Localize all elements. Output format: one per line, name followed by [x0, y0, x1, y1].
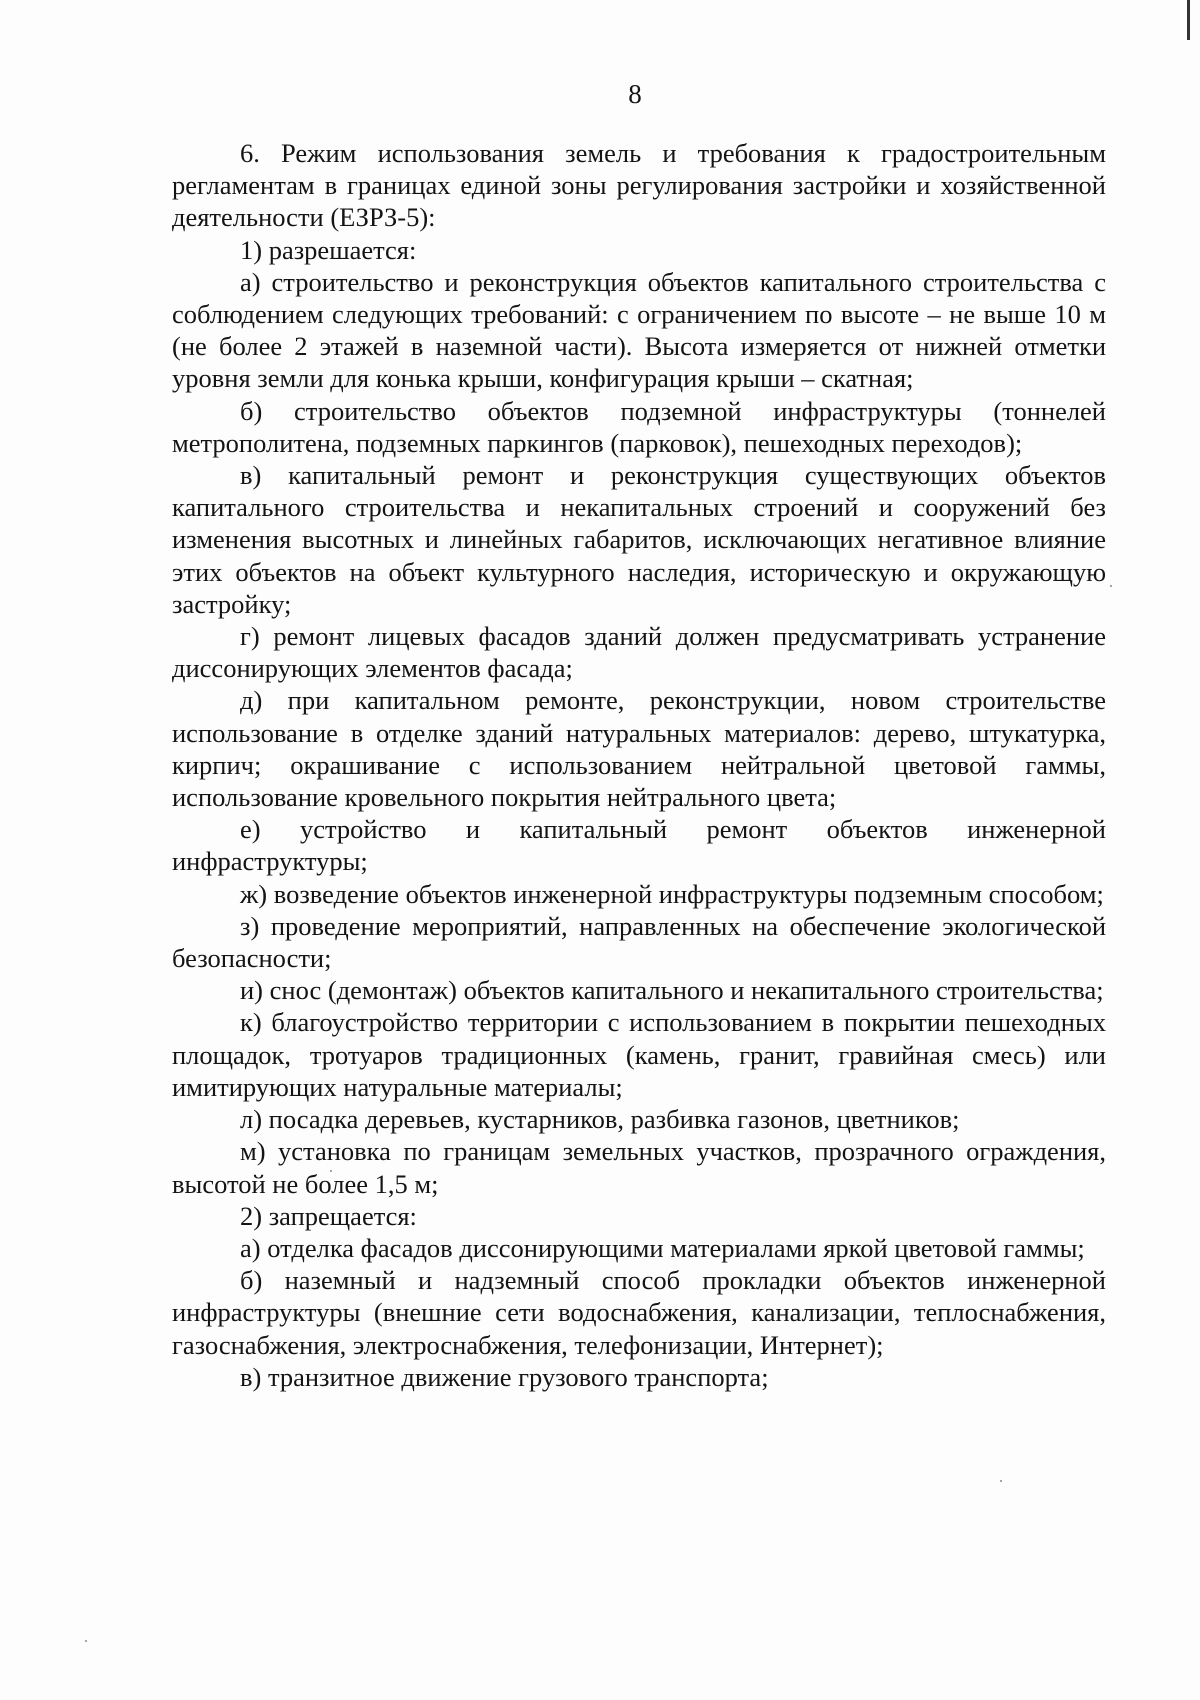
list-item: м) установка по границам земельных участков, прозрачного ограждения, высотой не более 1,5 м; [172, 1136, 1106, 1199]
document-body [172, 137, 1106, 1393]
list-item: ж) возведение объектов инженерной инфраструктуры подземным способом; [240, 878, 1104, 909]
list-item: д) при капитальном ремонте, реконструкции, новом строительстве использование в отделке зданий натуральных материалов: дерево, штукатурка, кирпич; окрашивание с использованием нейтральной цветовой гаммы, использование кровельного покрытия нейтрального цвета; [172, 685, 1106, 813]
list-item: б) строительство объектов подземной инфраструктуры (тоннелей метрополитена, подземных паркингов (парковок), пешеходных переходов); [172, 395, 1106, 458]
page-number: 8 [628, 79, 642, 109]
list-item: в) транзитное движение грузового транспорта; [240, 1361, 769, 1392]
list-item: г) ремонт лицевых фасадов зданий должен предусматривать устранение диссонирующих элементов фасада; [172, 621, 1106, 684]
list-item: а) отделка фасадов диссонирующими материалами яркой цветовой гаммы; [240, 1232, 1085, 1263]
subsection-prohibited: 2) запрещается: [240, 1200, 417, 1231]
list-item: е) устройство и капитальный ремонт объектов инженерной инфраструктуры; [172, 814, 1106, 877]
scan-speck [1110, 585, 1112, 587]
scan-edge-mark [1187, 0, 1190, 40]
list-item: к) благоустройство территории с использованием в покрытии пешеходных площадок, тротуаров традиционных (камень, гранит, гравийная смесь) или имитирующих натуральные материалы; [172, 1007, 1106, 1102]
list-item: л) посадка деревьев, кустарников, разбивка газонов, цветников; [240, 1104, 960, 1135]
list-item: з) проведение мероприятий, направленных на обеспечение экологической безопасности; [172, 910, 1106, 974]
scan-speck [85, 1640, 87, 1642]
list-item: а) строительство и реконструкция объектов капитального строительства с соблюдением следующих требований: с ограничением по высоте – не выше 10 м (не более 2 этажей в наземной части). Высота измеряется от нижней отметки уровня земли для конька крыши, конфигурация крыши – скатная; [172, 266, 1106, 394]
list-item: в) капитальный ремонт и реконструкция существующих объектов капитального строительства и некапитальных строений и сооружений без изменения высотных и линейных габаритов, исключающих негативное влияние этих объектов на объект культурного наследия, историческую и окружающую застройку; [172, 460, 1106, 619]
list-item: и) снос (демонтаж) объектов капитального и некапитального строительства; [240, 975, 1104, 1006]
scan-speck [1000, 1480, 1002, 1482]
section-heading: 6. Режим использования земель и требования к градостроительным регламентам в границах единой зоны регулирования застройки и хозяйственной деятельности (ЕЗРЗ-5): [172, 138, 1106, 233]
subsection-permitted: 1) разрешается: [240, 234, 417, 265]
list-item: б) наземный и надземный способ прокладки объектов инженерной инфраструктуры (внешние сети водоснабжения, канализации, теплоснабжения, газоснабжения, электроснабжения, телефонизации, Интернет); [172, 1265, 1106, 1360]
